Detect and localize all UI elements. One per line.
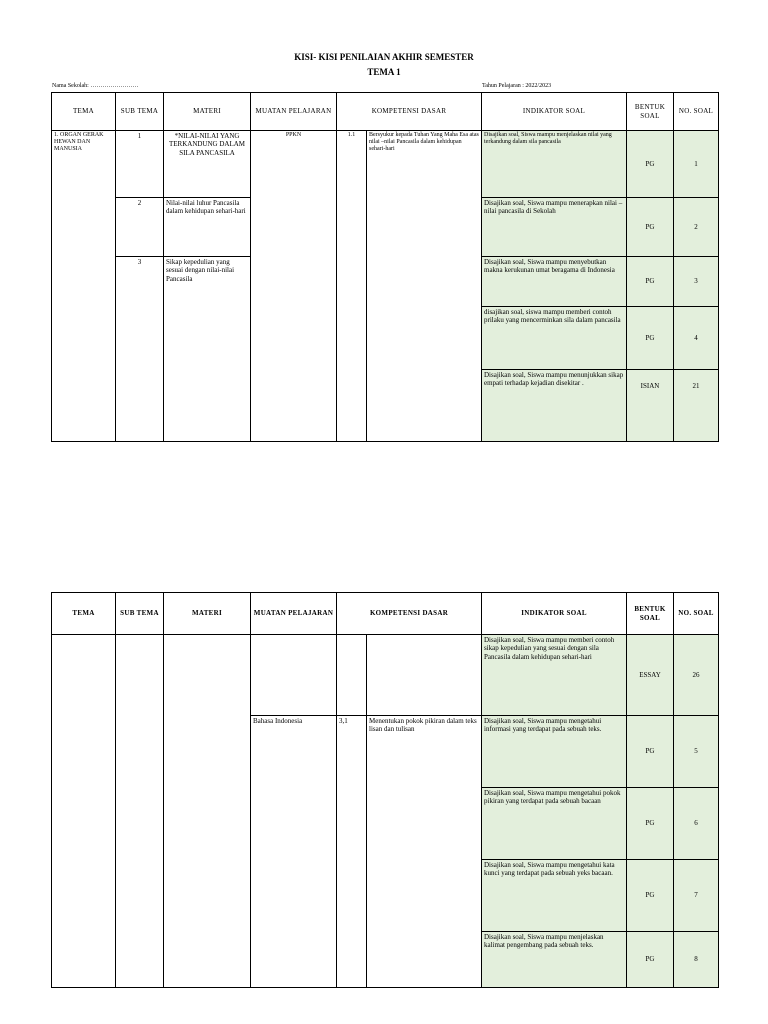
indikator-cell: Disajikan soal, Siswa mampu menyebutkan makna kerukunan umat beragama di Indonesia (482, 257, 627, 307)
no-soal-cell: 3 (674, 257, 719, 307)
materi-cell: Nilai-nilai luhur Pancasila dalam kehidupan sehari-hari (164, 198, 251, 257)
indikator-cell: Disajikan soal, Siswa mampu memberi contoh sikap kepedulian yang sesuai dengan sila Pancasila dalam kehidupan sehari-hari (482, 635, 627, 716)
kd-number-cell (337, 635, 367, 716)
bentuk-cell: ISIAN (627, 370, 674, 442)
kd-text-cell (367, 635, 482, 716)
indikator-cell: Disajikan soal, Siswa mampu menjelaskan nilai yang terkandung dalam sila pancasila (482, 131, 627, 198)
no-soal-cell: 4 (674, 307, 719, 370)
kd-text-cell: Menentukan pokok pikiran dalam teks lisan dan tulisan (367, 716, 482, 988)
header-subtema: SUB TEMA (116, 593, 164, 635)
subtema-cell: 2 (116, 198, 164, 257)
no-soal-cell: 5 (674, 716, 719, 788)
no-soal-cell: 7 (674, 860, 719, 932)
kd-number-cell: 1.1 (337, 131, 367, 442)
muatan-cell (251, 635, 337, 716)
header-materi: MATERI (164, 593, 251, 635)
kd-number-cell: 3,1 (337, 716, 367, 988)
header-bentuk: BENTUK SOAL (627, 93, 674, 131)
bentuk-cell: PG (627, 716, 674, 788)
bentuk-cell: PG (627, 198, 674, 257)
no-soal-cell: 2 (674, 198, 719, 257)
no-soal-cell: 8 (674, 932, 719, 988)
document-subtitle: TEMA 1 (367, 67, 401, 77)
no-soal-cell: 6 (674, 788, 719, 860)
header-muatan: MUATAN PELAJARAN (251, 593, 337, 635)
subtema-cell: 3 (116, 257, 164, 442)
materi-cell (164, 635, 251, 988)
materi-cell: *NILAI-NILAI YANG TERKANDUNG DALAM SILA PANCASILA (164, 131, 251, 198)
no-soal-cell: 1 (674, 131, 719, 198)
table-row (52, 635, 719, 716)
header-muatan: MUATAN PELAJARAN (251, 93, 337, 131)
bentuk-cell: PG (627, 932, 674, 988)
header-kompetensi-dasar: KOMPETENSI DASAR (337, 93, 482, 131)
tema-cell: 1. ORGAN GERAK HEWAN DAN MANUSIA (52, 131, 116, 442)
indikator-cell: disajikan soal, siswa mampu memberi contoh prilaku yang mencerminkan sila dalam pancasila (482, 307, 627, 370)
table-row (52, 131, 719, 198)
no-soal-cell: 26 (674, 635, 719, 716)
subtema-cell: 1 (116, 131, 164, 198)
bentuk-cell: PG (627, 131, 674, 198)
kisi-table-2 (51, 592, 719, 988)
indikator-cell: Disajikan soal, Siswa mampu menerapkan nilai –nilai pancasila di Sekolah (482, 198, 627, 257)
table-header-row (52, 93, 719, 131)
materi-cell: Sikap kepedulian yang sesuai dengan nilai-nilai Pancasila (164, 257, 251, 442)
indikator-cell: Disajikan soal, Siswa mampu mengetahui kata kunci yang terdapat pada sebuah yeks bacaan. (482, 860, 627, 932)
indikator-cell: Disajikan soal, Siswa mampu mengetahui pokok pikiran yang terdapat pada sebuah bacaan (482, 788, 627, 860)
header-no-soal: NO. SOAL (674, 93, 719, 131)
table-header-row (52, 593, 719, 635)
bentuk-cell: ESSAY (627, 635, 674, 716)
header-kompetensi-dasar: KOMPETENSI DASAR (337, 593, 482, 635)
kd-text-cell: Bersyukur kepada Tuhan Yang Maha Esa atas nilai –nilai Pancasila dalam kehidupan sehari-hari (367, 131, 482, 442)
indikator-cell: Disajikan soal, Siswa mampu menjelaskan kalimat pengembang pada sebuah teks. (482, 932, 627, 988)
bentuk-cell: PG (627, 860, 674, 932)
subtema-cell (116, 635, 164, 988)
header-tema: TEMA (52, 93, 116, 131)
header-subtema: SUB TEMA (116, 93, 164, 131)
school-name-label: Nama Sekolah: …………………… (52, 83, 139, 89)
tema-cell (52, 635, 116, 988)
header-bentuk: BENTUK SOAL (627, 593, 674, 635)
muatan-cell: Bahasa Indonesia (251, 716, 337, 988)
bentuk-cell: PG (627, 257, 674, 307)
no-soal-cell: 21 (674, 370, 719, 442)
muatan-cell: PPKN (251, 131, 337, 442)
header-indikator: INDIKATOR SOAL (482, 93, 627, 131)
kisi-table-1 (51, 92, 719, 442)
document-title: KISI- KISI PENILAIAN AKHIR SEMESTER (294, 52, 474, 62)
bentuk-cell: PG (627, 307, 674, 370)
header-indikator: INDIKATOR SOAL (482, 593, 627, 635)
school-year-label: Tahun Pelajaran : 2022/2023 (482, 83, 552, 89)
header-no-soal: NO. SOAL (674, 593, 719, 635)
bentuk-cell: PG (627, 788, 674, 860)
header-materi: MATERI (164, 93, 251, 131)
indikator-cell: Disajikan soal, Siswa mampu mengetahui informasi yang terdapat pada sebuah teks. (482, 716, 627, 788)
indikator-cell: Disajikan soal, Siswa mampu menunjukkan sikap empati terhadap kejadian disekitar . (482, 370, 627, 442)
header-tema: TEMA (52, 593, 116, 635)
